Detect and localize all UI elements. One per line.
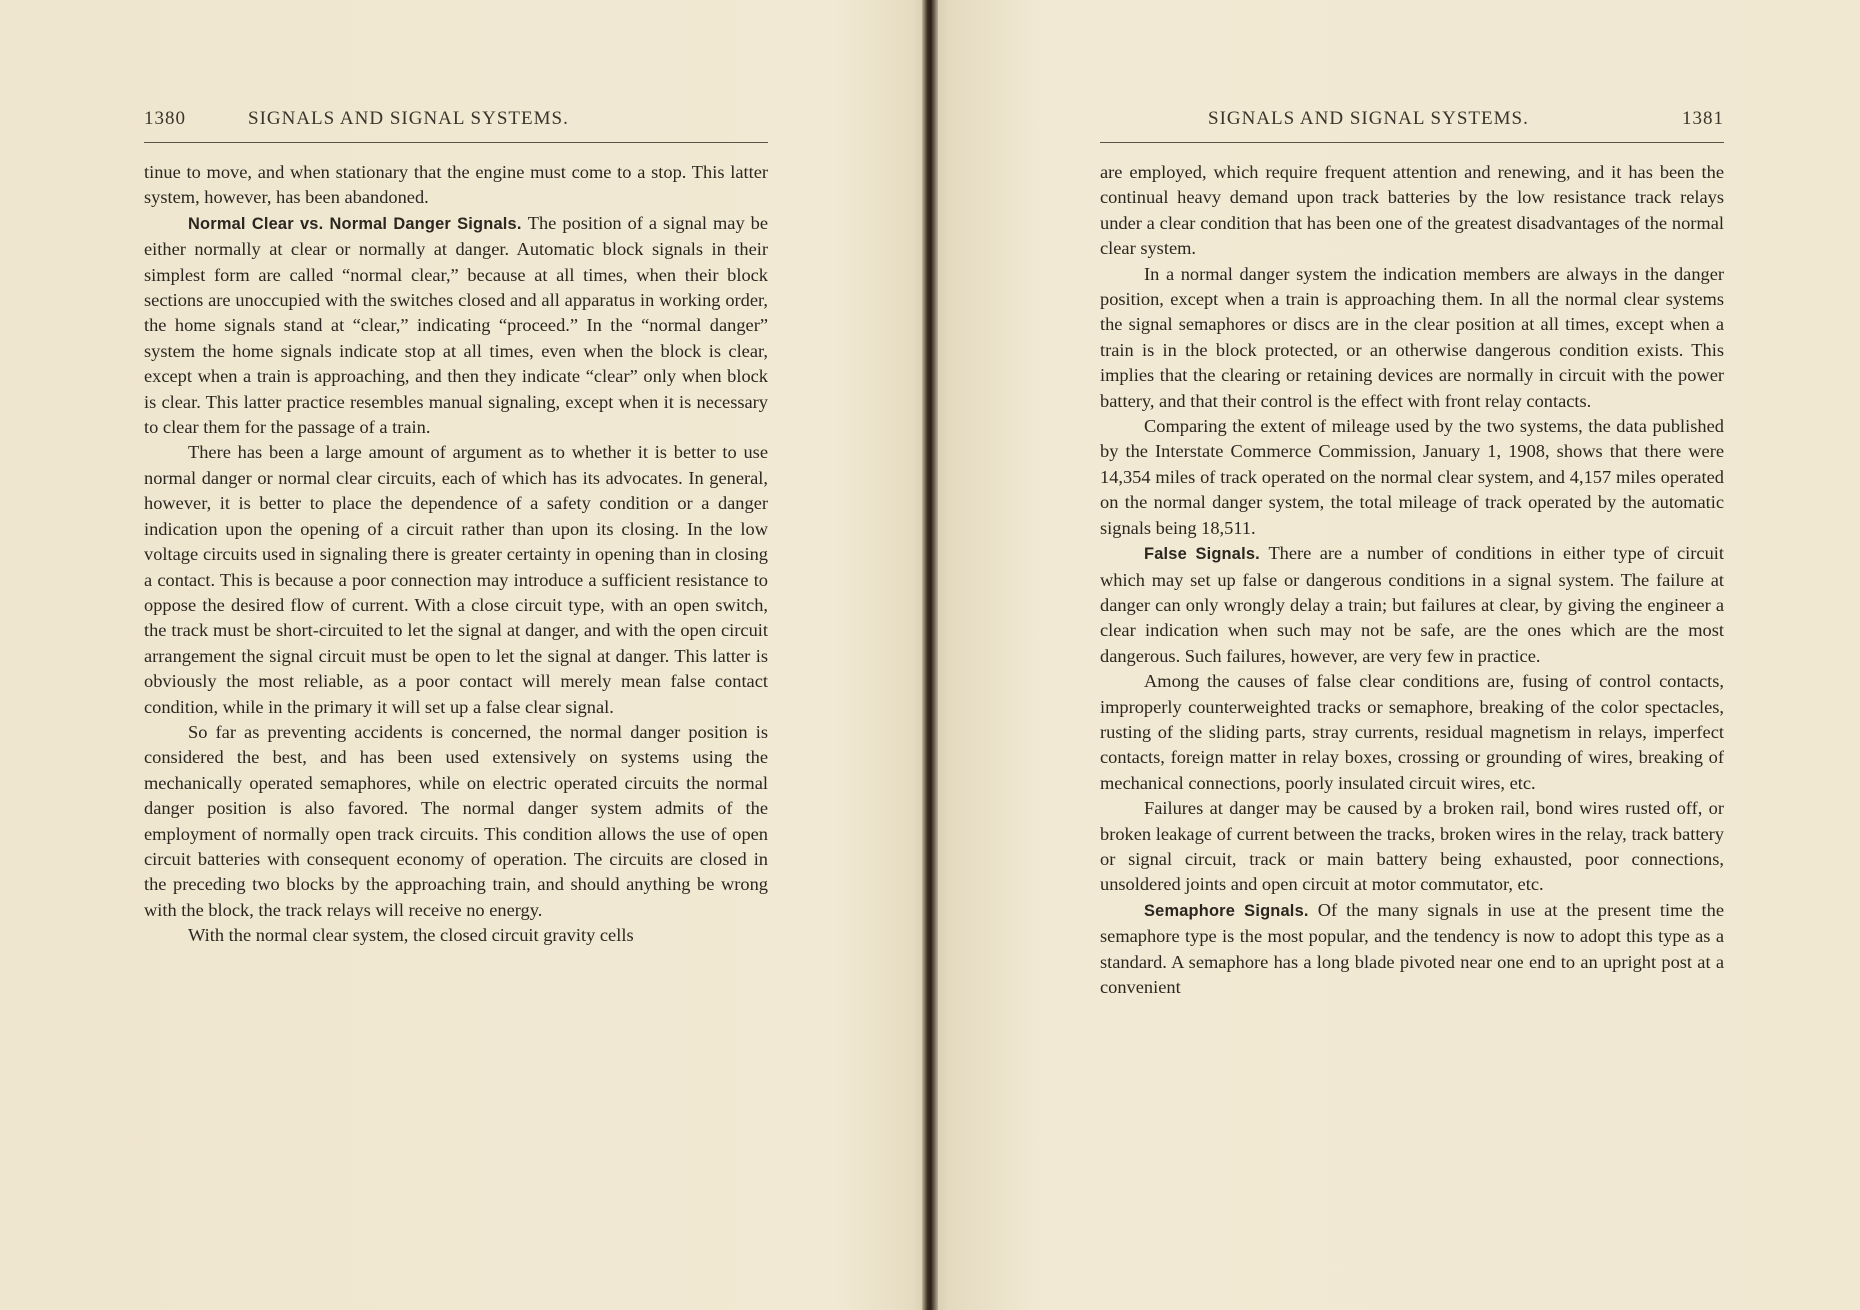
book-gutter (922, 0, 938, 1310)
left-page (0, 0, 922, 1310)
section-heading: False Signals. (1144, 545, 1260, 564)
section-heading: Normal Clear vs. Normal Danger Signals. (188, 214, 522, 233)
right-page-header (1100, 108, 1724, 134)
paragraph (1100, 414, 1724, 541)
left-running-head: SIGNALS AND SIGNAL SYSTEMS. (248, 108, 569, 129)
paragraph-text: Of the many signals in use at the present time the semaphore type is the most popular, and the tendency is now to adopt this type as a standard. A semaphore has a long blade pivoted near one end to an upright post at a convenient (1100, 899, 1724, 997)
paragraph (1100, 160, 1724, 262)
paragraph (1100, 898, 1724, 1001)
right-page (938, 0, 1860, 1310)
paragraph (144, 440, 768, 719)
paragraph-text: With the normal clear system, the closed circuit gravity cells (188, 925, 634, 946)
paragraph-text: There are a number of conditions in either type of circuit which may set up false or dangerous conditions in a signal system. The failure at danger can only wrongly delay a train; but failures at clear, by giving the engineer a clear indication when such may not be safe, are the ones which are the most dangerous. Such failures, however, are very few in practice. (1100, 543, 1724, 666)
paragraph (144, 923, 768, 948)
right-page-number: 1381 (1682, 108, 1724, 129)
paragraph (1100, 796, 1724, 898)
left-header-rule (144, 142, 768, 143)
left-page-number: 1380 (144, 108, 186, 129)
paragraph-text: Among the causes of false clear conditions are, fusing of control contacts, improperly counterweighted tracks or semaphore, breaking of the color spectacles, rusting of the sliding parts, stray currents, residual magnetism in relays, imperfect contacts, foreign matter in relay boxes, crossing or grounding of wires, breaking of mechanical connections, poorly insulated circuit wires, etc. (1100, 671, 1724, 793)
paragraph (144, 720, 768, 923)
paragraph (1100, 669, 1724, 796)
paragraph-text: tinue to move, and when stationary that the engine must come to a stop. This latter system, however, has been abandoned. (144, 162, 768, 208)
paragraph-text: are employed, which require frequent attention and renewing, and it has been the continual heavy demand upon track batteries by the low resistance track relays under a clear condition that has been one of the greatest disadvantages of the normal clear system. (1100, 162, 1724, 259)
right-header-rule (1100, 142, 1724, 143)
paragraph (1100, 541, 1724, 669)
left-page-header (144, 108, 768, 134)
paragraph-text: There has been a large amount of argument as to whether it is better to use normal danger or normal clear circuits, each of which has its advocates. In general, however, it is better to place the dependence of a safety condition or a danger indication upon the opening of a circuit rather than upon its closing. In the low voltage circuits used in signaling there is greater certainty in opening than in closing a contact. This is because a poor connection may introduce a sufficient resistance to oppose the desired flow of current. With a close circuit type, with an open switch, the track must be short-circuited to let the signal at danger, and with the open circuit arrangement the signal circuit must be open to let the signal at danger. This latter is obviously the most reliable, as a poor contact will merely mean false contact condition, while in the primary it will set up a false clear signal. (144, 442, 768, 717)
paragraph (144, 211, 768, 441)
paragraph-text: The position of a signal may be either normally at clear or normally at danger. Automatic block signals in their simplest form are called “normal clear,” because at all times, when their block sections are unoccupied with the switches closed and all apparatus in working order, the home signals stand at “clear,” indicating “proceed.” In the “normal danger” system the home signals indicate stop at all times, even when the block is clear, except when a train is approaching, and then they indicate “clear” only when block is clear. This latter practice resembles manual signaling, except when it is necessary to clear them for the passage of a train. (144, 212, 768, 438)
paragraph-text: So far as preventing accidents is concerned, the normal danger position is considered the best, and has been used extensively on systems using the mechanically operated semaphores, while on electric operated circuits the normal danger position is also favored. The normal danger system admits of the employment of normally open track circuits. This condition allows the use of open circuit batteries with consequent economy of operation. The circuits are closed in the preceding two blocks by the approaching train, and should anything be wrong with the block, the track relays will receive no energy. (144, 721, 768, 920)
right-page-text (1100, 160, 1724, 1000)
paragraph (144, 160, 768, 211)
left-page-text (144, 160, 768, 949)
paragraph-text: In a normal danger system the indication members are always in the danger position, except when a train is approaching them. In all the normal clear systems the signal semaphores or discs are in the clear position at all times, except when a train is in the block protected, or an otherwise dangerous condition exists. This implies that the clearing or retaining devices are normally in circuit with the power battery, and that their control is the effect with front relay contacts. (1100, 263, 1724, 411)
paragraph-text: Comparing the extent of mileage used by the two systems, the data published by the Interstate Commerce Commission, January 1, 1908, shows that there were 14,354 miles of track operated on the normal clear system, and 4,157 miles operated on the normal danger system, the total mileage of track operated by the automatic signals being 18,511. (1100, 416, 1724, 538)
section-heading: Semaphore Signals. (1144, 901, 1309, 920)
right-running-head: SIGNALS AND SIGNAL SYSTEMS. (1208, 108, 1529, 129)
paragraph (1100, 262, 1724, 414)
paragraph-text: Failures at danger may be caused by a broken rail, bond wires rusted off, or broken leakage of current between the tracks, broken wires in the relay, track battery or signal circuit, track or main battery being exhausted, poor connections, unsoldered joints and open circuit at motor commutator, etc. (1100, 798, 1724, 895)
